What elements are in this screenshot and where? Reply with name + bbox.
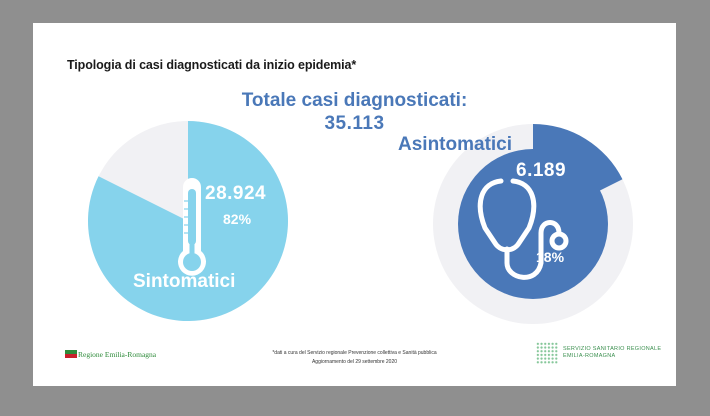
- footnote-date: Aggiornamento del 29 settembre 2020: [311, 359, 398, 365]
- health-service-logo: [536, 342, 666, 364]
- total-label: Totale casi diagnosticati:: [241, 90, 468, 111]
- dot-grid-icon: [536, 342, 558, 364]
- sym-value: 28.924: [205, 183, 267, 204]
- footnote-source: *dati a cura del Servizio regionale Prevenzione collettiva e Sanità pubblica: [272, 350, 437, 356]
- asy-value: 6.189: [516, 160, 567, 181]
- asy-label: Asintomatici: [398, 134, 513, 155]
- sym-label: Sintomatici: [133, 271, 236, 292]
- health-service-line1: SERVIZIO SANITARIO REGIONALE: [563, 346, 662, 352]
- slide: [33, 23, 676, 386]
- health-service-line2: EMILIA-ROMAGNA: [563, 353, 616, 359]
- pie-charts: [33, 23, 676, 386]
- page-title: Tipologia di casi diagnosticati da inizio epidemia*: [67, 58, 357, 72]
- sym-percent: 82%: [223, 211, 252, 227]
- thermometer-scale: 38°: [188, 182, 196, 188]
- total-value: 35.113: [324, 113, 385, 134]
- health-service-logo-text: [563, 346, 661, 360]
- region-logo-text: Regione Emilia-Romagna: [78, 350, 157, 359]
- asy-percent: 18%: [536, 249, 565, 265]
